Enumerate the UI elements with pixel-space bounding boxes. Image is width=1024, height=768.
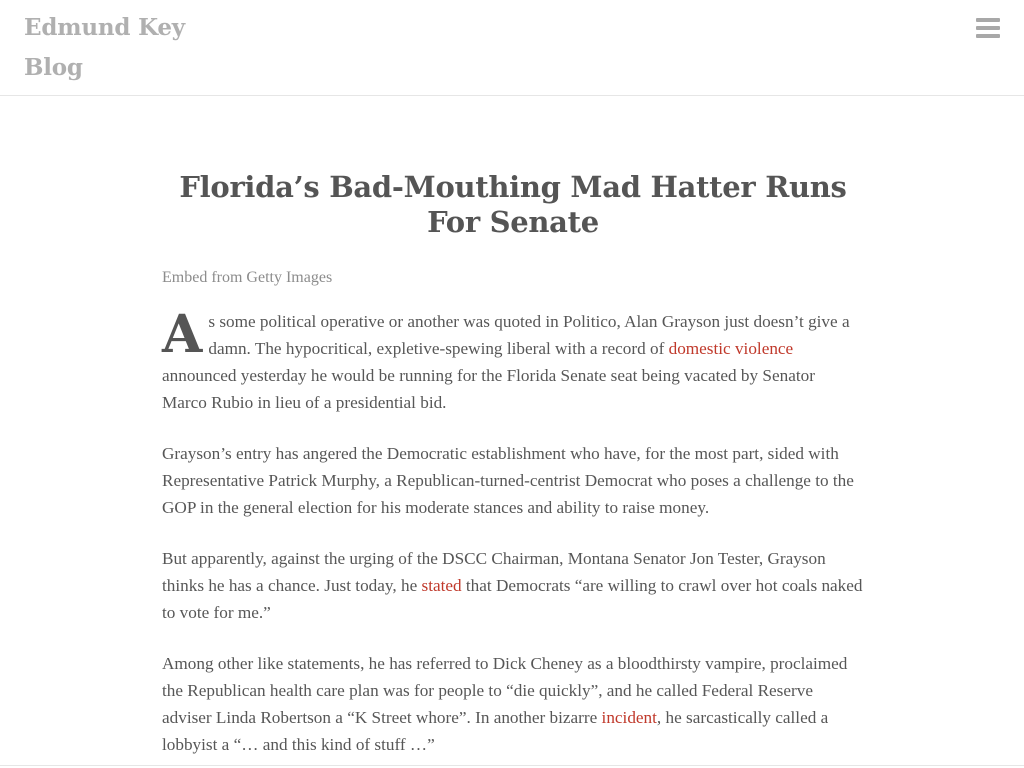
post-title: Florida’s Bad-Mouthing Mad Hatter Runs For Senate	[179, 170, 847, 239]
drop-cap: A	[162, 304, 203, 365]
paragraph-4	[162, 650, 864, 758]
paragraph-text: , he sarcastically called a lobbyist a “… and this kind of stuff …”	[162, 708, 829, 754]
domestic-violence-link[interactable]: domestic violence	[668, 339, 794, 358]
paragraph-text: Among other like statements, he has referred to Dick Cheney as a bloodthirsty vampire, proclaimed the Republican health care plan was for people to “die quickly”, and he called Federal Reserve adviser Linda Robertson a “K Street whore”. In another bizarre	[162, 654, 848, 727]
paragraph-2: Grayson’s entry has angered the Democratic establishment who have, for the most part, sided with Representative Patrick Murphy, a Republican-turned-centrist Democrat who poses a challenge to the GOP in the general election for his moderate stances and ability to raise money.	[162, 444, 854, 517]
page-bottom-divider	[0, 765, 1024, 766]
menu-bar-icon	[976, 26, 1000, 30]
paragraph-text: But apparently, against the urging of the DSCC Chairman, Montana Senator Jon Tester, Grayson thinks he has a chance. Just today, he	[162, 549, 826, 595]
menu-bar-icon	[976, 34, 1000, 38]
incident-link[interactable]: incident	[601, 708, 657, 727]
menu-bar-icon	[976, 18, 1000, 22]
paragraph-1	[162, 304, 864, 416]
paragraph-text: s some political operative or another was quoted in Politico, Alan Grayson just doesn’t give a damn. The hypocritical, expletive-spewing liberal with a record of	[208, 312, 850, 358]
site-header	[0, 0, 1024, 96]
paragraph-text: announced yesterday he would be running for the Florida Senate seat being vacated by Senator Marco Rubio in lieu of a presidential bid.	[162, 366, 815, 412]
paragraph-text: that Democrats “are willing to crawl over hot coals naked to vote for me.”	[162, 576, 863, 622]
getty-embed-note[interactable]: Embed from Getty Images	[162, 269, 333, 286]
stated-link[interactable]: stated	[421, 576, 462, 595]
site-title-link[interactable]: Edmund Key Blog	[24, 14, 185, 81]
post-body	[162, 304, 864, 758]
hamburger-menu-icon[interactable]	[976, 18, 1000, 38]
post-article	[162, 170, 864, 768]
paragraph-3	[162, 545, 864, 626]
